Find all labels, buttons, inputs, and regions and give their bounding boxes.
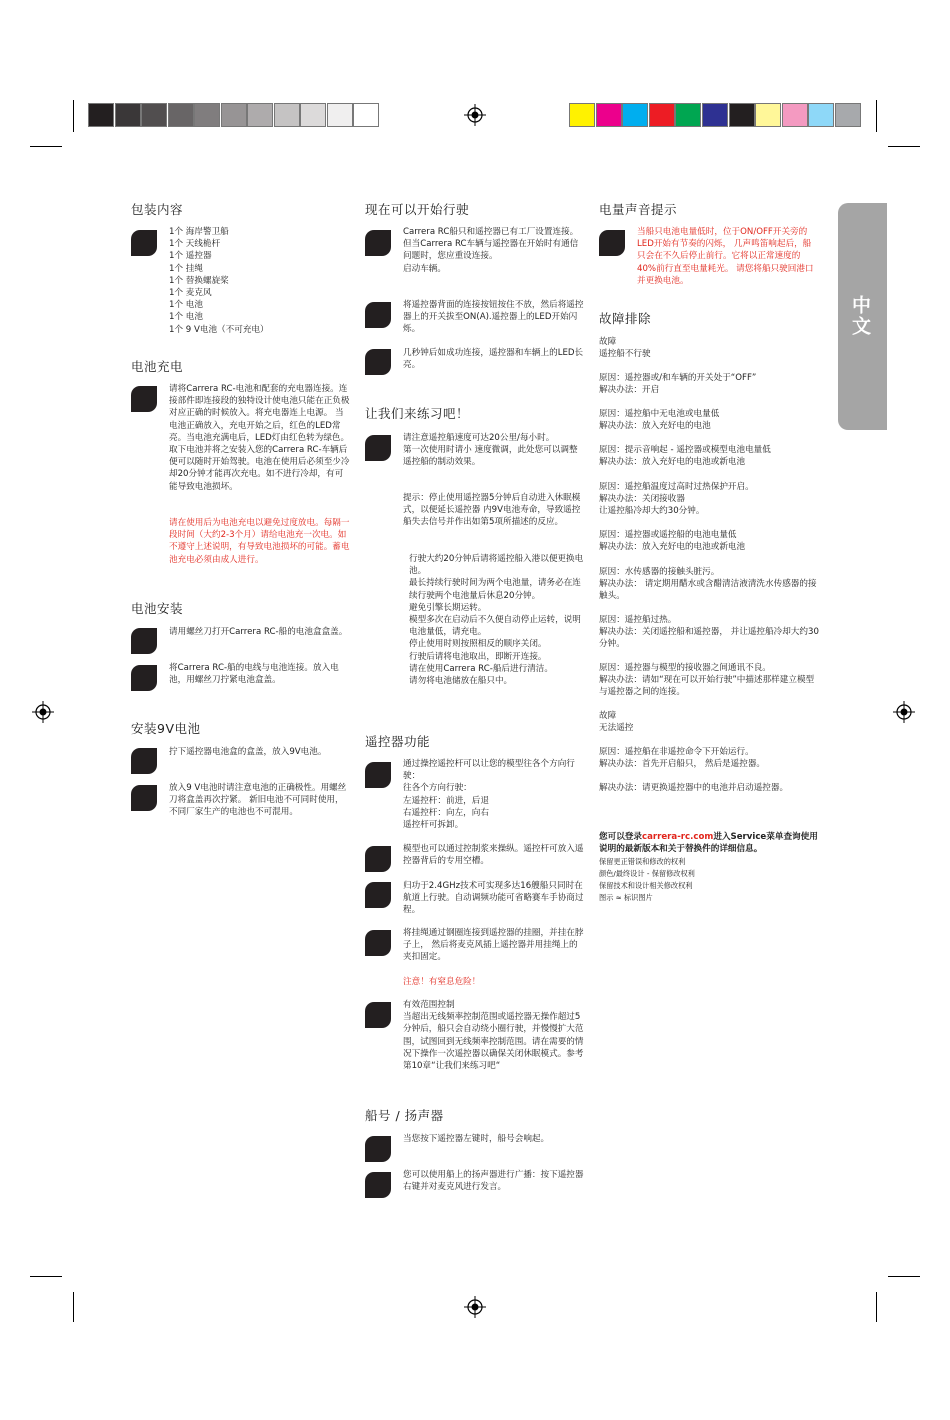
step-marker — [365, 762, 391, 788]
step-marker — [131, 386, 157, 412]
start-step-2: 将遥控器背面的连接按钮按住不放，然后将遥控器上的开关拔至ON(A).遥控器上的LED开始闪烁。 — [403, 300, 584, 335]
step-marker — [365, 435, 391, 461]
battery-sound-text: 当船只电池电量低时，位于ON/OFF开关旁的LED开始有节奏的闪烁， 几声鸣笛响起后，船只会在不久后停止前行。它将以正常速度的40%前行直至电量耗光。 请您将船只驶回港口并更换电池。 — [637, 227, 814, 286]
registration-mark-icon — [32, 701, 54, 723]
install-step-1: 请用螺丝刀打开Carrera RC-船的电池盒盒盖。 — [169, 627, 348, 637]
language-tab-label: 中文 — [849, 295, 871, 337]
install-step-2: 将Carrera RC-船的电线与电池连接。放入电池，用螺丝刀拧紧电池盒盖。 — [169, 663, 339, 686]
remote-step-3: 归功于2.4GHz技术可实现多达16艘船只同时在航道上行驶。自动调频功能可省略赛车手协商过程。 — [403, 881, 584, 916]
trouble-cause-9: 原因：遥控船在非遥控命令下开始运行。 解决办法：首先开启船只， 然后是遥控器。 — [599, 747, 766, 770]
charging-warning: 请在使用后为电池充电以避免过度放电。每隔一段时间（大约2-3个月）请给电池充一次电。如不遵守上述说明，有导致电池损坏的可能。蓄电池充电必须由成人进行。 — [169, 518, 350, 565]
trouble-cause-7: 原因：遥控船过热。 解决办法：关闭遥控船和遥控器， 并让遥控船冷却大约30分钟。 — [599, 615, 819, 650]
trouble-cause-5: 原因：遥控器或遥控船的电池电量低 解决办法：放入充好电的电池或新电池 — [599, 530, 746, 553]
trouble-cause-6: 原因：水传感器的接触头脏污。 解决办法： 请定期用醋水或含醋清洁液清洗水传感器的接触头。 — [599, 567, 817, 602]
step-marker — [365, 302, 391, 328]
trouble-cause-3: 原因：提示音响起 - 遥控器或模型电池电量低 解决办法：放入充好电的电池或新电池 — [599, 445, 771, 468]
start-title: 现在可以开始行驶 — [365, 202, 470, 217]
column-1 — [131, 0, 353, 1420]
step-marker — [131, 665, 157, 691]
step-marker — [365, 1136, 391, 1162]
trouble-cause-8: 原因：遥控器与模型的接收器之间通讯不良。 解决办法：请如“现在可以开始行驶”中描述那样建立模型与遥控器之间的连接。 — [599, 663, 815, 698]
registration-mark-icon — [893, 701, 915, 723]
remote-step-1: 通过操控遥控杆可以让您的模型往各个方向行驶： 往各个方向行驶： 左遥控杆：前进，后退 右遥控杆：向左，向右 遥控杆可拆卸。 — [403, 759, 575, 831]
trim-mark — [30, 146, 62, 147]
package-items: 1个 海岸警卫船 1个 天线桅杆 1个 遥控器 1个 挂绳 1个 替换螺旋桨 1个 麦克风 1个 电池 1个 电池 1个 9 V电池（不可充电） — [169, 227, 269, 335]
column-2 — [365, 0, 587, 1420]
trim-mark — [888, 1276, 920, 1277]
rights-notice: 保留更正错误和修改的权利 颜色/最终设计 - 保留修改权利 保留技术和设计相关修改权利 图示 ≈ 标识图片 — [599, 857, 695, 902]
service-note — [599, 819, 819, 856]
step-marker — [599, 230, 625, 256]
step-marker — [131, 628, 157, 654]
horn-step-1: 当您按下遥控器左键时，船号会响起。 — [403, 1134, 550, 1144]
step-marker — [131, 230, 157, 256]
service-note-pre: 您可以登录 — [599, 832, 642, 843]
remote-title: 遥控器功能 — [365, 734, 431, 749]
service-link[interactable]: carrera-rc.com — [641, 832, 714, 843]
start-step-1: Carrera RC船只和遥控器已有工厂设置连接。 但当Carrera RC车辆与遥控器在开始时有通信问题时，您应重设连接。 启动车辆。 — [403, 227, 579, 274]
step-marker — [365, 846, 391, 872]
charging-text: 请将Carrera RC-电池和配套的充电器连接。连接部件即连接段的独特设计使电池只能在正负极对应正确的时候放入。将充电器连上电源。 当电池正确放入，充电开始之后，红色的LED常亮。当电池充满电后，LED灯由红色转为绿色。 取下电池并将之安装入您的Carrera RC-车辆后便可以随时开始驾驶。电池在使用后必须至少冷却20分钟才能再次充电。如不进行冷却，有可能导致电池损坏。 — [169, 384, 350, 492]
horn-title: 船号 / 扬声器 — [365, 1108, 444, 1123]
trouble-cause-2: 原因：遥控船中无电池或电量低 解决办法：放入充好电的电池 — [599, 409, 720, 432]
horn-step-2: 您可以使用船上的扬声器进行广播：按下遥控器右键并对麦克风进行发言。 — [403, 1170, 584, 1193]
practice-title: 让我们来练习吧！ — [365, 406, 470, 421]
trouble-cause-4: 原因：遥控船温度过高时过热保护开启。 解决办法：关闭接收器 让遥控船冷却大约30分钟。 — [599, 482, 754, 517]
trim-mark — [30, 1276, 62, 1277]
trim-mark — [73, 100, 74, 132]
battery9v-step-1: 拧下遥控器电池盒的盒盖，放入9V电池。 — [169, 747, 327, 757]
language-tab — [838, 203, 887, 430]
step-marker — [365, 349, 391, 375]
remote-step-4: 将挂绳通过钢圈连接到遥控器的挂圈，并挂在脖子上， 然后将麦克风插上遥控器并用挂绳上的夹扣固定。 — [403, 928, 584, 963]
trim-mark — [888, 146, 920, 147]
step-marker — [365, 882, 391, 908]
step-marker — [131, 748, 157, 774]
step-marker — [365, 1002, 391, 1028]
battery9v-title: 安装9V电池 — [131, 721, 201, 736]
step-marker — [131, 785, 157, 811]
column-3 — [599, 0, 821, 1420]
step-marker — [365, 930, 391, 956]
charging-title: 电池充电 — [131, 359, 184, 374]
trouble-title: 故障排除 — [599, 311, 652, 326]
trouble-cause-10: 解决办法：请更换遥控器中的电池并启动遥控器。 — [599, 783, 789, 793]
trouble-cause-1: 原因：遥控器或/和车辆的开关处于“OFF” 解决办法：开启 — [599, 373, 757, 396]
package-title: 包装内容 — [131, 202, 184, 217]
practice-tip: 提示：停止使用遥控器5分钟后自动进入休眠模式，以便延长遥控器 内9V电池寿命，导致遥控船失去信号并作出如第5项所描述的反应。 — [403, 493, 581, 528]
start-step-3: 几秒钟后如成功连接，遥控器和车辆上的LED长亮。 — [403, 348, 584, 371]
service-note-post: 进入Service菜单查询使用说明的最新版本和关于替换件的详细信息。 — [599, 832, 818, 855]
practice-step-1: 请注意遥控船速度可达20公里/每小时。 第一次使用时请小 速度微调，此处您可以调整遥控船的制动效果。 — [403, 433, 578, 468]
remote-step-2: 模型也可以通过控制浆来操纵。遥控杆可放入遥控器背后的专用空槽。 — [403, 844, 584, 867]
color-swatch — [835, 103, 861, 127]
battery9v-step-2: 放入9 V电池时请注意电池的正确极性。用螺丝刀将盒盖再次拧紧。 新旧电池不可同时使用，不同厂家生产的电池也不可混用。 — [169, 783, 347, 818]
remote-warning: 注意！有窒息危险！ — [403, 977, 481, 987]
trouble-fault-1: 故障 遥控船不行驶 — [599, 337, 651, 360]
trim-mark — [73, 1292, 74, 1322]
remote-step-5: 有效范围控制 当超出无线频率控制范围或遥控器无操作超过5分钟后，船只会自动绕小圈行驶，并慢慢扩大范围，试图回到无线频率控制范围。请在需要的情况下操作一次遥控器以确保关闭休眠模式。参考第10章“让我们来练习吧“ — [403, 1000, 584, 1072]
practice-list: 行驶大约20分钟后请将遥控船入港以便更换电池。 最长持续行驶时间为两个电池量，请务必在连续行驶两个电池量后休息20分钟。 避免引擎长期运转。 模型多次在启动后不久便自动停止运转，说明电池量低，请充电。 停止使用时则按照相反的顺序关闭。 行驶后请将电池取出，即断开连接。 请在使用Carrera RC-船后进行清洁。 请勿将电池储放在船只中。 — [409, 554, 584, 687]
trim-mark — [876, 100, 877, 132]
trim-mark — [876, 1292, 877, 1322]
battery-sound-title: 电量声音提示 — [599, 202, 678, 217]
install-title: 电池安装 — [131, 601, 184, 616]
step-marker — [365, 1172, 391, 1198]
grayscale-swatch — [88, 103, 114, 127]
step-marker — [365, 230, 391, 256]
trouble-fault-2: 故障 无法遥控 — [599, 711, 634, 734]
